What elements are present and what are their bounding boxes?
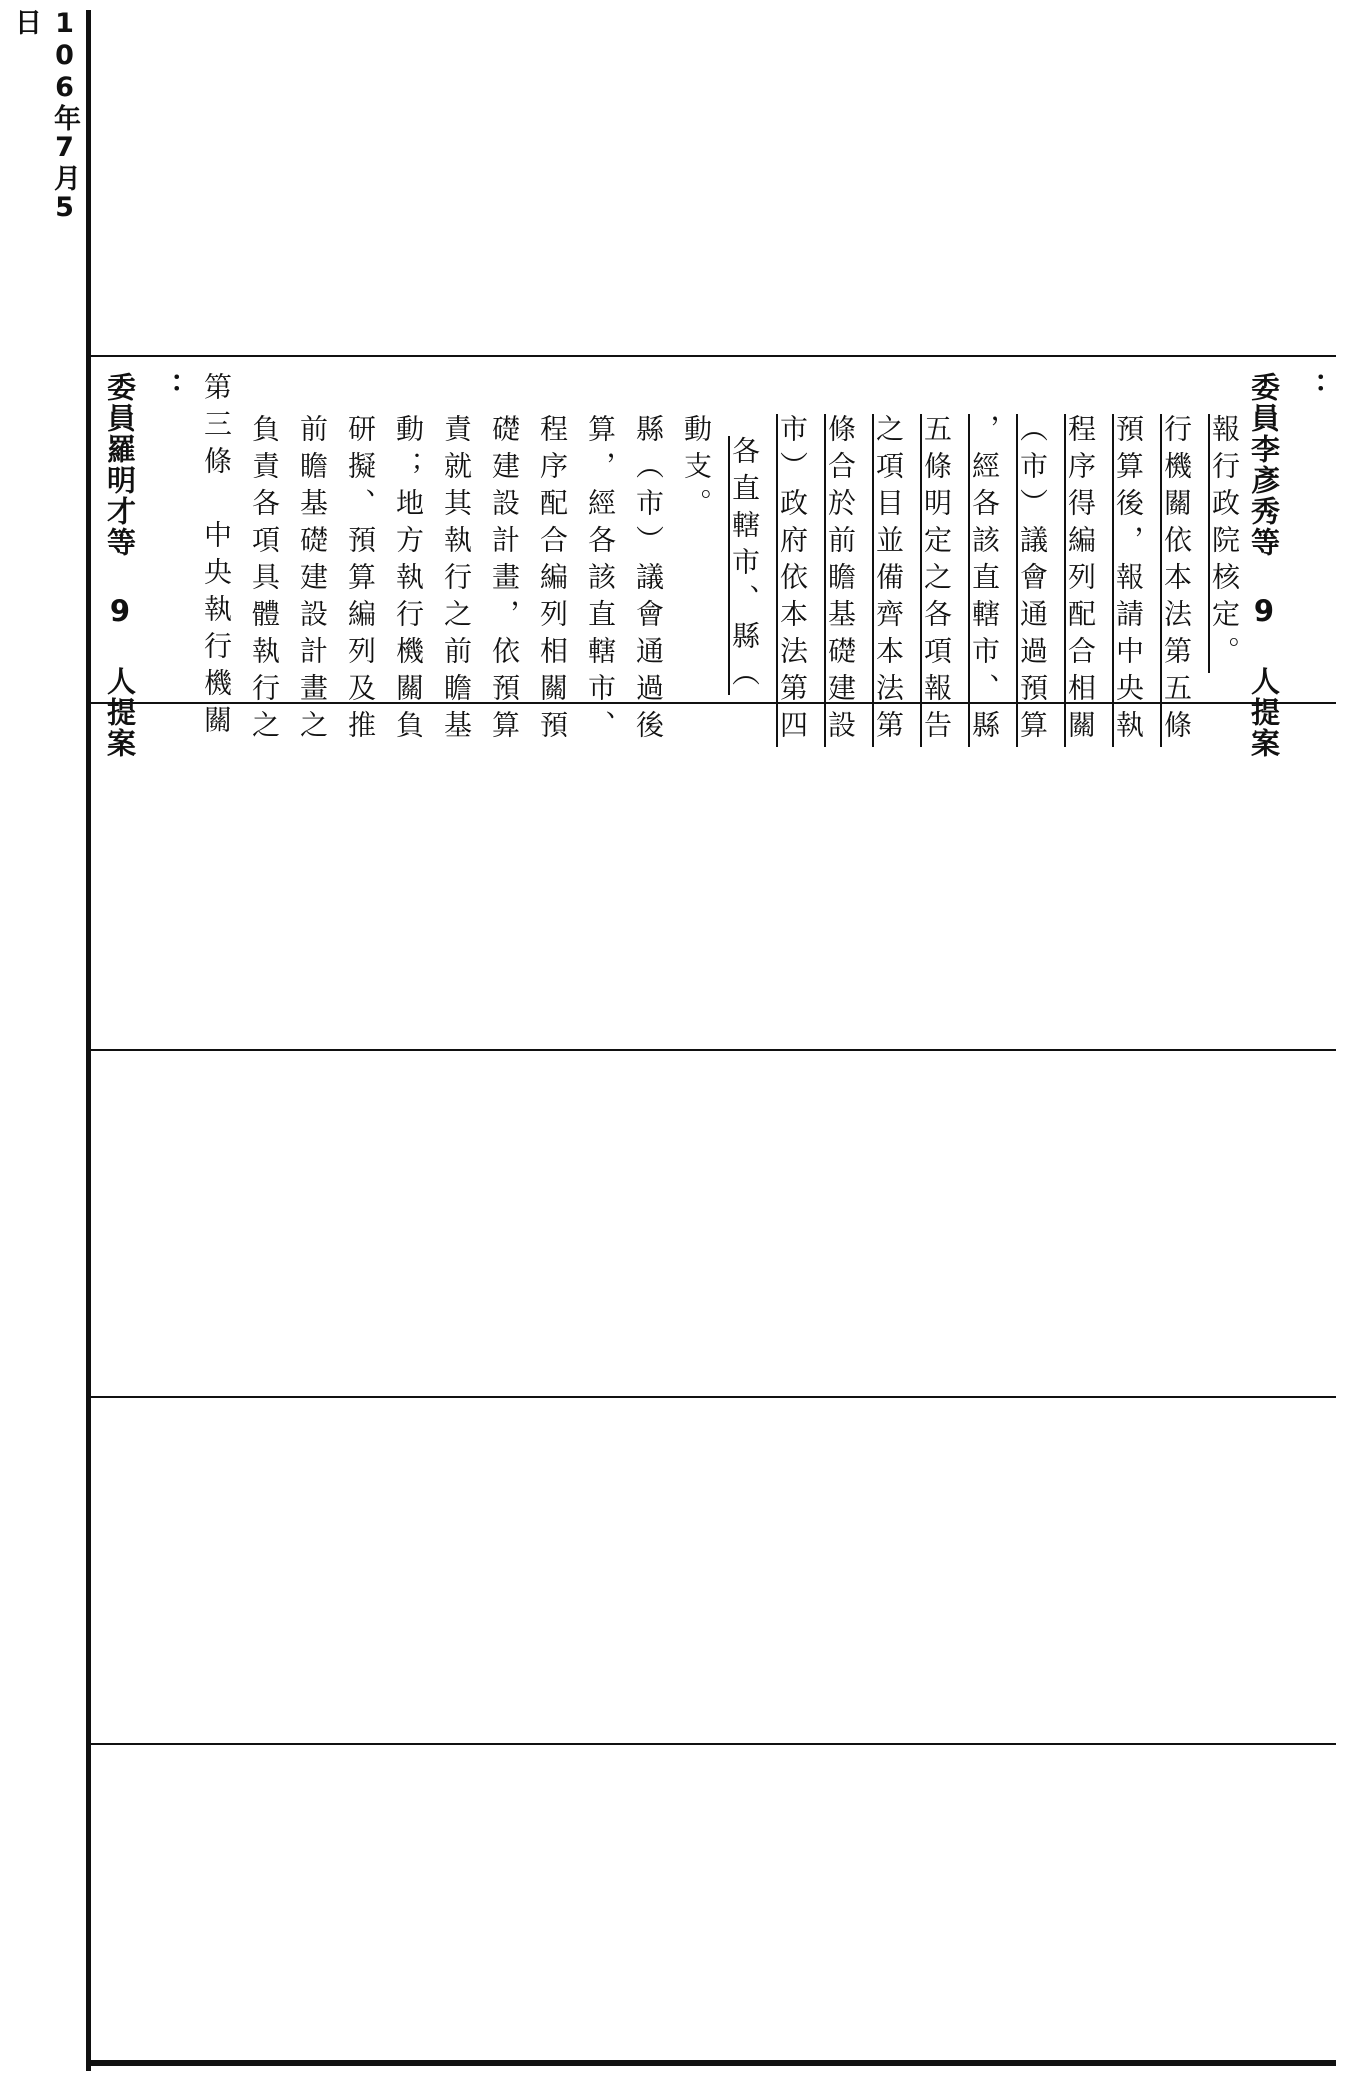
- proposer-heading: 委員李彥秀等 9 人提案: [1247, 372, 1281, 759]
- proposer-colon: ：: [151, 372, 185, 403]
- amended-text-line: 條合於前瞻基礎建設: [824, 414, 857, 747]
- article-text-line: 研擬、預算編列及推: [344, 414, 377, 747]
- row-divider: [86, 355, 1336, 357]
- proposer-colon: ：: [1295, 372, 1329, 403]
- row-divider: [86, 1743, 1336, 1745]
- page-frame-bottom-rule: [86, 2060, 1336, 2066]
- article-text-line: 算，經各該直轄市、: [584, 414, 617, 747]
- article-text-line: 責就其執行之前瞻基: [440, 414, 473, 747]
- amended-text-line: 市）政府依本法第四: [776, 414, 809, 747]
- article-text-line: 負責各項具體執行之: [248, 414, 281, 747]
- article-text-line: 程序配合編列相關預: [536, 414, 569, 747]
- amended-text-line: ，經各該直轄市、縣: [968, 414, 1001, 747]
- amended-text-line: 程序得編列配合相關: [1064, 414, 1097, 747]
- proposer-heading: 委員羅明才等 9 人提案: [103, 372, 137, 759]
- article-text-line: 第三條 中央執行機關: [200, 372, 233, 742]
- amended-text-line: 之項目並備齊本法第: [872, 414, 905, 747]
- row-divider: [86, 1396, 1336, 1398]
- article-text-line: 動支。: [680, 414, 713, 525]
- page-frame-top-rule: [86, 10, 91, 2071]
- article-text-line: 前瞻基礎建設計畫之: [296, 414, 329, 747]
- page-date-header: 106年7月5日: [10, 8, 80, 224]
- article-text-line: 礎建設計畫，依預算: [488, 414, 521, 747]
- amended-text-line: 行機關依本法第五條: [1160, 414, 1193, 747]
- row-divider: [86, 1049, 1336, 1051]
- article-text-line: 動；地方執行機關負: [392, 414, 425, 747]
- article-text-line: 縣（市）議會通過後: [632, 414, 665, 747]
- amended-text-line: 各直轄市、縣（: [728, 436, 761, 695]
- amended-text-line: 預算後，報請中央執: [1112, 414, 1145, 747]
- amended-text-line: （市）議會通過預算: [1016, 414, 1049, 747]
- amended-text-line: 報行政院核定。: [1208, 414, 1241, 673]
- amended-text-line: 五條明定之各項報告: [920, 414, 953, 747]
